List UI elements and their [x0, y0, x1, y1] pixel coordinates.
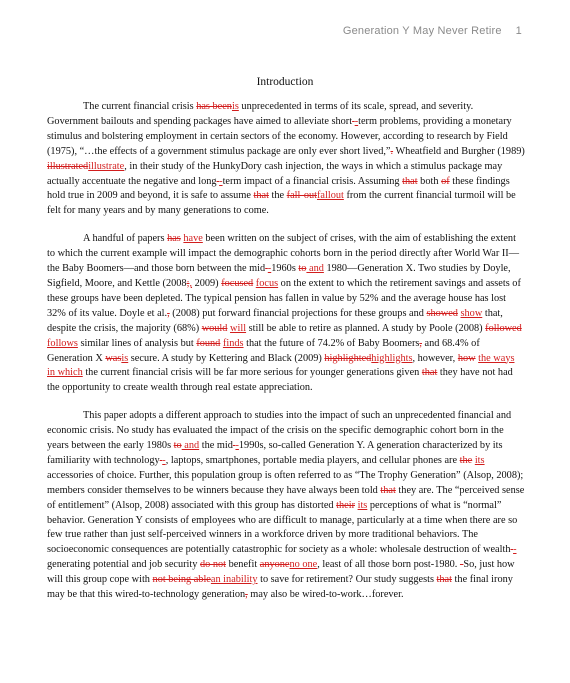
inserted-text: , [189, 277, 193, 289]
deleted-text: not being able [152, 574, 211, 586]
body-text: unprecedented in terms of its scale, spread, and severity. Government bailouts and spending packages have aimed to alleviate short [47, 101, 474, 127]
paragraph [47, 409, 525, 603]
inserted-text: - [235, 440, 239, 452]
inserted-text: highlights [371, 352, 413, 364]
deleted-text: followed [485, 322, 522, 334]
body-text: , least of all those born post-1980. [317, 559, 460, 571]
deleted-text: do not [199, 559, 227, 571]
body-text: benefit [226, 559, 260, 571]
body-text: secure. A study by Kettering and Black (2009) [128, 352, 325, 364]
paragraph [47, 100, 525, 219]
inserted-text: - [267, 263, 272, 275]
deleted-text: that [421, 367, 438, 379]
deleted-text: anyone [259, 559, 290, 571]
inserted-text: - [162, 454, 166, 466]
deleted-text: , [245, 589, 248, 601]
body-text: both [417, 175, 442, 187]
body-text: The current financial crisis [83, 101, 197, 112]
body-text: 1960s [271, 263, 299, 275]
inserted-text: focus [255, 277, 279, 289]
deleted-text: has [167, 233, 181, 245]
deleted-text: of [441, 175, 450, 187]
body-text: to save for retirement? Our study suggests [257, 574, 437, 586]
body-text: that the future of 74.2% of Baby Boomers [243, 337, 420, 349]
body-text: and 68.4% of Generation X [47, 337, 480, 364]
inserted-text: - [219, 175, 223, 187]
body-text: they are. The “perceived sense of entitlement” (Alsop, 2008) associated with this group has distorted [47, 484, 525, 511]
paragraph [47, 232, 525, 396]
inserted-text: is [121, 352, 129, 364]
body-text: these findings hold true in 2009 and beyond, it is safe to assume [47, 175, 510, 202]
body-text: similar lines of analysis but [77, 337, 197, 349]
inserted-text: finds [222, 337, 244, 349]
deleted-text: showed [426, 307, 458, 319]
document-body [47, 100, 525, 616]
body-text: the final irony may be that this wired-to-technology generation [47, 574, 513, 601]
body-text: So, just how will this group cope with [47, 559, 515, 586]
deleted-text: , [167, 307, 170, 319]
body-text: accessories of choice. Further, this population group is often referred to as “The Trophy Generation” (Alsop, 2008); members consider themselves to be winners because they have always been told [47, 469, 524, 496]
inserted-text: follows [47, 337, 78, 349]
deleted-text: was [105, 352, 122, 364]
body-text: , in their study of the HunkyDory cash injection, the ways in which a stimulus package may actually accentuate the negative and long [47, 160, 503, 187]
deleted-text: that [253, 190, 269, 202]
inserted-text: - [513, 544, 517, 556]
body-text: been written on the subject of crises, with the aim of establishing the extent to which the current example will impact the demographic cohorts born in the period directly after World War II—the Baby Boomers—and those born between the mid [47, 233, 520, 275]
body-text: , laptops, smartphones, portable media players, and cellular phones are [165, 454, 460, 466]
deleted-text: that [380, 484, 396, 496]
body-text: from the current financial turmoil will be felt for many years and by many generations to come. [47, 190, 516, 217]
body-text: (2008) put forward financial projections for these groups and [169, 307, 427, 319]
inserted-text: show [460, 307, 483, 319]
body-text: A handful of papers [83, 233, 168, 245]
body-text: This paper adopts a different approach to studies into the impact of such an unprecedented financial and economic crisis. No study has evaluated the impact of the crisis on the specific demographic cohort born in the years between the early 1980s [47, 410, 512, 452]
deleted-text: their [336, 499, 355, 511]
deleted-text: to [173, 440, 182, 452]
deleted-text: ; [186, 277, 190, 289]
body-text: 1990s, so-called Generation Y. A generation characterized by its familiarity with technology [47, 440, 503, 466]
body-text: term impact of a financial crisis. Assuming [222, 175, 403, 187]
body-text: perceptions of what is “normal” behavior. Generation Y consists of employees who are difficult to manage, particularly at a time when there are so few true rather than just self-perceived winners in a workforce driven by more traditional behaviors. The socioeconomic consequences are potentially catastrophic for society as a whole: wholesale destruction of wealth [47, 499, 518, 556]
body-text: may also be wired-to-work…forever. [247, 589, 404, 601]
inserted-text: illustrate [88, 160, 125, 172]
deleted-text: - [459, 559, 464, 571]
deleted-text: illustrated [47, 160, 89, 172]
inserted-text: no one [289, 559, 318, 571]
body-text: still be able to retire as planned. A study by Poole (2008) [246, 322, 486, 334]
inserted-text: fallout [316, 190, 344, 202]
deleted-text: focused [221, 277, 254, 289]
inserted-text: is [231, 101, 239, 112]
body-text: on the extent to which the retirement savings and assets of these groups have been depleted. The typical pension has fallen in value by 52% and the average house has lost 32% of its value. Doyle et al. [47, 277, 521, 319]
deleted-text: the [459, 454, 473, 466]
inserted-text: an inability [210, 574, 258, 586]
deleted-text: fall-out [286, 190, 317, 202]
deleted-text: . [390, 145, 394, 157]
inserted-text: have [183, 233, 203, 245]
deleted-text: found [196, 337, 221, 349]
running-header [343, 25, 522, 37]
inserted-text: its [474, 454, 485, 466]
deleted-text: would [201, 322, 228, 334]
body-text: , however, [412, 352, 458, 364]
body-text: Wheatfield and Burgher (1989) [393, 145, 525, 157]
running-head-text: Generation Y May Never Retire [342, 25, 502, 37]
deleted-text: has been [196, 101, 232, 112]
body-text: generating potential and job security [47, 559, 200, 571]
inserted-text: the ways in which [47, 352, 515, 379]
body-text: that, despite the crisis, the majority (68%) [47, 307, 503, 334]
body-text: the mid [199, 440, 233, 452]
deleted-text: to [298, 263, 307, 275]
deleted-text: that [436, 574, 452, 586]
inserted-text: and [306, 263, 324, 275]
body-text: 1980—Generation X. Two studies by Doyle, Sigfield, Moore, and Kettle (2008 [47, 263, 511, 289]
deleted-text: that [402, 175, 418, 187]
inserted-text: its [357, 499, 368, 511]
body-text: the [268, 190, 287, 202]
section-title: Introduction [256, 76, 314, 88]
page-number: 1 [515, 25, 522, 37]
inserted-text: - [354, 115, 359, 127]
inserted-text: will [230, 322, 247, 334]
body-text: term problems, providing a monetary stimulus and bolstering employment in certain sectors of the economy. However, according to research by Field (1975), “…the effects of a government stimulus package are only ever short lived,” [47, 115, 512, 157]
deleted-text: , [419, 337, 422, 349]
deleted-text: highlighted [324, 352, 372, 364]
body-text: the current financial crisis will be far more serious for younger generations given [82, 367, 422, 379]
body-text: 2009) [192, 277, 222, 289]
inserted-text: and [181, 440, 200, 452]
body-text: they have not had the opportunity to create wealth through real estate appreciation. [47, 367, 513, 394]
deleted-text: how [457, 352, 476, 364]
